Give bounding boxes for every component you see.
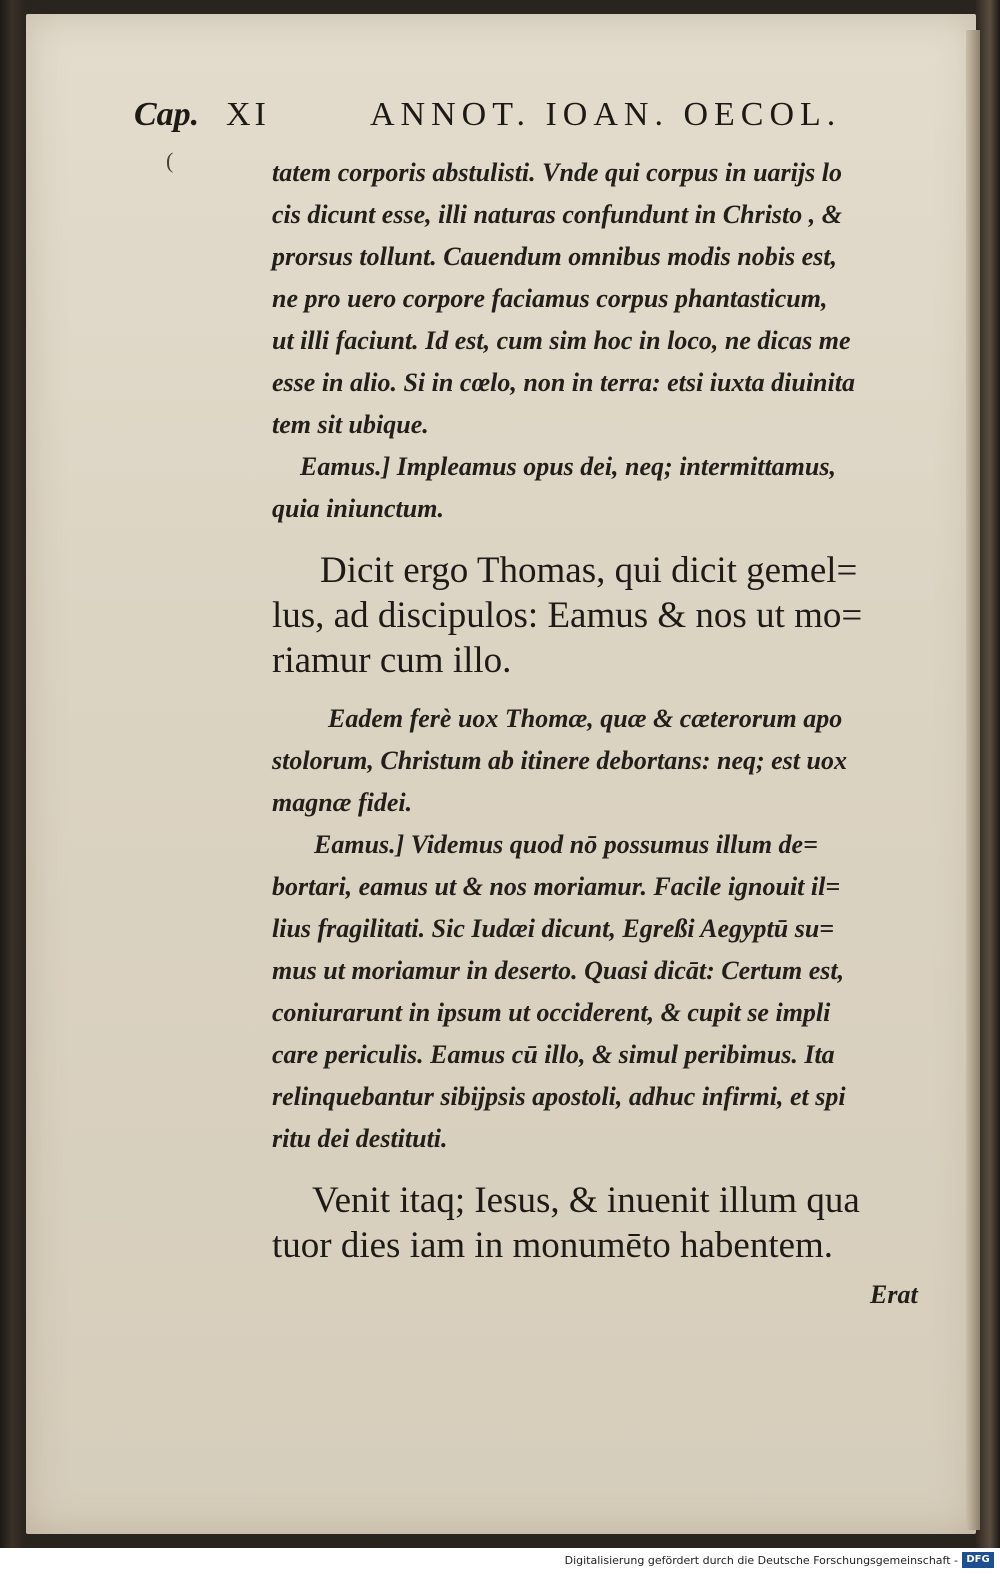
text-line: tem sit ubique. <box>272 410 429 439</box>
text-line: cis dicunt esse, illi naturas confundunt in Christo , & <box>272 200 842 229</box>
text-line: ne pro uero corpore faciamus corpus phantasticum, <box>272 284 828 313</box>
catchword: Erat <box>870 1280 918 1309</box>
text-line: Eamus.] Impleamus opus dei, neq; intermittamus, <box>300 452 836 481</box>
text-line: tatem corporis abstulisti. Vnde qui corpus in uarijs lo <box>272 158 842 187</box>
lemma-line: Dicit ergo Thomas, qui dicit gemel= <box>320 550 858 591</box>
lemma-line: lus, ad discipulos: Eamus & nos ut mo= <box>272 595 863 636</box>
text-line: magnæ fidei. <box>272 788 413 817</box>
running-header <box>134 96 874 140</box>
text-line: mus ut moriamur in deserto. Quasi dicāt: Certum est, <box>272 956 845 985</box>
text-line: ritu dei destituti. <box>272 1124 448 1153</box>
footer-bar <box>0 1548 1000 1578</box>
text-line: bortari, eamus ut & nos moriamur. Facile ignouit il= <box>272 872 841 901</box>
text-line: relinquebantur sibijpsis apostoli, adhuc infirmi, et spi <box>272 1082 846 1111</box>
dfg-logo[interactable]: DFG <box>962 1552 994 1568</box>
text-line: prorsus tollunt. Cauendum omnibus modis nobis est, <box>272 242 837 271</box>
lemma-line: riamur cum illo. <box>272 640 512 681</box>
text-line: lius fragilitati. Sic Iudæi dicunt, Egreßi Aegyptū su= <box>272 914 835 943</box>
text-line: stolorum, Christum ab itinere debortans: neq; est uox <box>272 746 847 775</box>
header-running-title: ANNOT. IOAN. OECOL. <box>370 96 842 133</box>
text-line: care periculis. Eamus cū illo, & simul peribimus. Ita <box>272 1040 835 1069</box>
lemma-line: Venit itaq; Iesus, & inuenit illum qua <box>312 1180 860 1221</box>
text-line: coniurarunt in ipsum ut occiderent, & cupit se impli <box>272 998 831 1027</box>
header-chapter: XI <box>226 96 270 133</box>
commentary-block-2 <box>272 698 942 1160</box>
header-cap: Cap. <box>134 96 200 133</box>
lemma-block-2 <box>272 1178 942 1268</box>
margin-mark: ( <box>166 148 174 173</box>
text-line: esse in alio. Si in cœlo, non in terra: etsi iuxta diuinita <box>272 368 855 397</box>
text-line: Eadem ferè uox Thomæ, quæ & cæterorum apo <box>328 704 843 733</box>
commentary-block-1 <box>272 152 942 530</box>
text-line: Eamus.] Videmus quod nō possumus illum de= <box>314 830 818 859</box>
funding-credit: Digitalisierung gefördert durch die Deutsche Forschungsgemeinschaft - <box>564 1554 958 1567</box>
text-line: ut illi faciunt. Id est, cum sim hoc in loco, ne dicas me <box>272 326 851 355</box>
text-line: quia iniunctum. <box>272 494 444 523</box>
page-edge <box>966 30 980 1530</box>
lemma-block-1 <box>272 548 942 683</box>
lemma-line: tuor dies iam in monumēto habentem. <box>272 1225 834 1266</box>
